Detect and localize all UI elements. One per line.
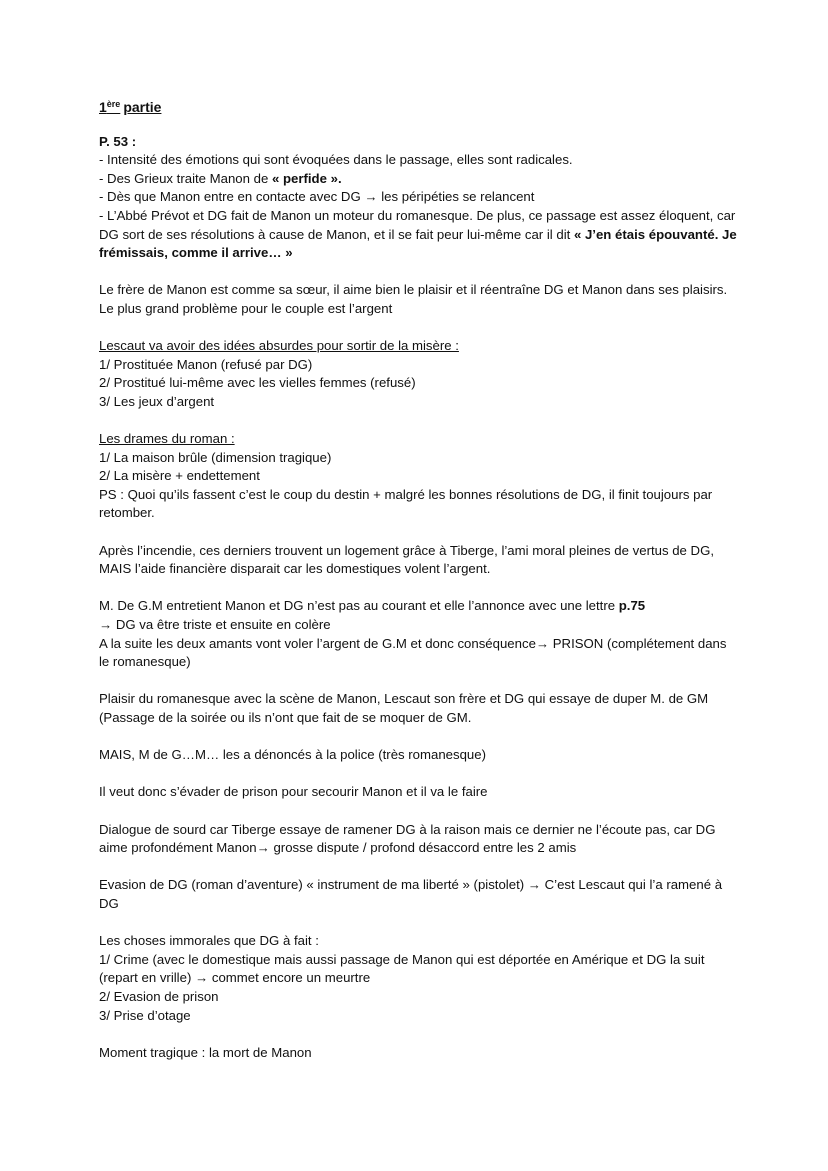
list-item: 2/ Prostitué lui-même avec les vielles femmes (refusé) [99,375,416,391]
document-page [99,98,739,1062]
paragraph-mais: MAIS, M de G…M… les a dénoncés à la police (très romanesque) [99,747,486,763]
title-word: partie [123,99,162,115]
p53-line-1: - Intensité des émotions qui sont évoquées dans le passage, elles sont radicales. [99,152,573,168]
lescaut-heading: Lescaut va avoir des idées absurdes pour sortir de la misère : [99,338,459,354]
arrow-icon: → [535,635,550,651]
drames-heading: Les drames du roman : [99,431,235,447]
quote-epouvante: « J’en étais épouvanté. Je frémissais, comme il arrive… » [99,226,737,261]
paragraph-incendie: Après l’incendie, ces derniers trouvent un logement grâce à Tiberge, l’ami moral pleines de vertus de DG, MAIS l’aide financière disparait car les domestiques volent l’argent. [99,542,714,577]
list-item: 1/ Crime (avec le domestique mais aussi passage de Manon qui est déportée en Amérique et DG la suit (repart en vrille) → commet encore un meurtre [99,951,705,986]
title-number: 1 [99,99,107,115]
gm-line-1: M. De G.M entretient Manon et DG n’est pas au courant et elle l’annonce avec une lettre p.75 [99,598,646,614]
list-item: 1/ La maison brûle (dimension tragique) [99,449,332,465]
paragraph-evader: Il veut donc s’évader de prison pour secourir Manon et il va le faire [99,784,488,800]
p53-line-4: - L’Abbé Prévot et DG fait de Manon un moteur du romanesque. De plus, ce passage est assez éloquent, car DG sort de ses résolutions à cause de Manon, et il se fait peur lui-même car il dit « J’en étais épouvanté. Je frémissais, comme il arrive… » [99,207,737,261]
p53-heading: P. 53 : [99,133,137,149]
arrow-icon: → [256,840,270,856]
arrow-icon: → [364,189,378,205]
arrow-icon: → [527,877,541,893]
list-item: 2/ Evasion de prison [99,988,219,1004]
list-item: 3/ Prise d’otage [99,1007,191,1023]
p53-line-3: - Dès que Manon entre en contacte avec DG → les péripéties se relancent [99,189,535,205]
list-item: 1/ Prostituée Manon (refusé par DG) [99,356,313,372]
paragraph-moment: Moment tragique : la mort de Manon [99,1044,312,1060]
arrow-icon: → [99,617,113,633]
paragraph-dialogue: Dialogue de sourd car Tiberge essaye de ramener DG à la raison mais ce dernier ne l’écoute pas, car DG aime profondément Manon→ grosse dispute / profond désaccord entre les 2 amis [99,821,716,856]
title-superscript: ère [106,99,121,109]
p53-line-2: - Des Grieux traite Manon de « perfide ». [99,170,342,186]
page-reference: p.75 [618,598,646,614]
drames-ps: PS : Quoi qu’ils fassent c’est le coup du destin + malgré les bonnes résolutions de DG, il finit toujours par retomber. [99,486,713,521]
gm-line-3: A la suite les deux amants vont voler l’argent de G.M et donc conséquence→ PRISON (complétement dans le romanesque) [99,635,727,670]
paragraph-frere: Le frère de Manon est comme sa sœur, il aime bien le plaisir et il réentraîne DG et Manon dans ses plaisirs. Le plus grand problème pour le couple est l’argent [99,282,728,316]
page-title [99,98,739,117]
paragraph-evasion: Evasion de DG (roman d’aventure) « instrument de ma liberté » (pistolet) → C’est Lescaut qui l’a ramené à DG [99,877,723,911]
quote-perfide: « perfide ». [271,170,342,186]
arrow-icon: → [195,970,209,986]
gm-line-2: → DG va être triste et ensuite en colère [99,617,331,633]
list-item: 3/ Les jeux d’argent [99,393,215,409]
paragraph-plaisir: Plaisir du romanesque avec la scène de Manon, Lescaut son frère et DG qui essaye de duper M. de GM (Passage de la soirée ou ils n’ont que fait de se moquer de GM. [99,691,709,725]
list-item: 2/ La misère + endettement [99,468,260,484]
immorales-heading: Les choses immorales que DG à fait : [99,933,319,949]
